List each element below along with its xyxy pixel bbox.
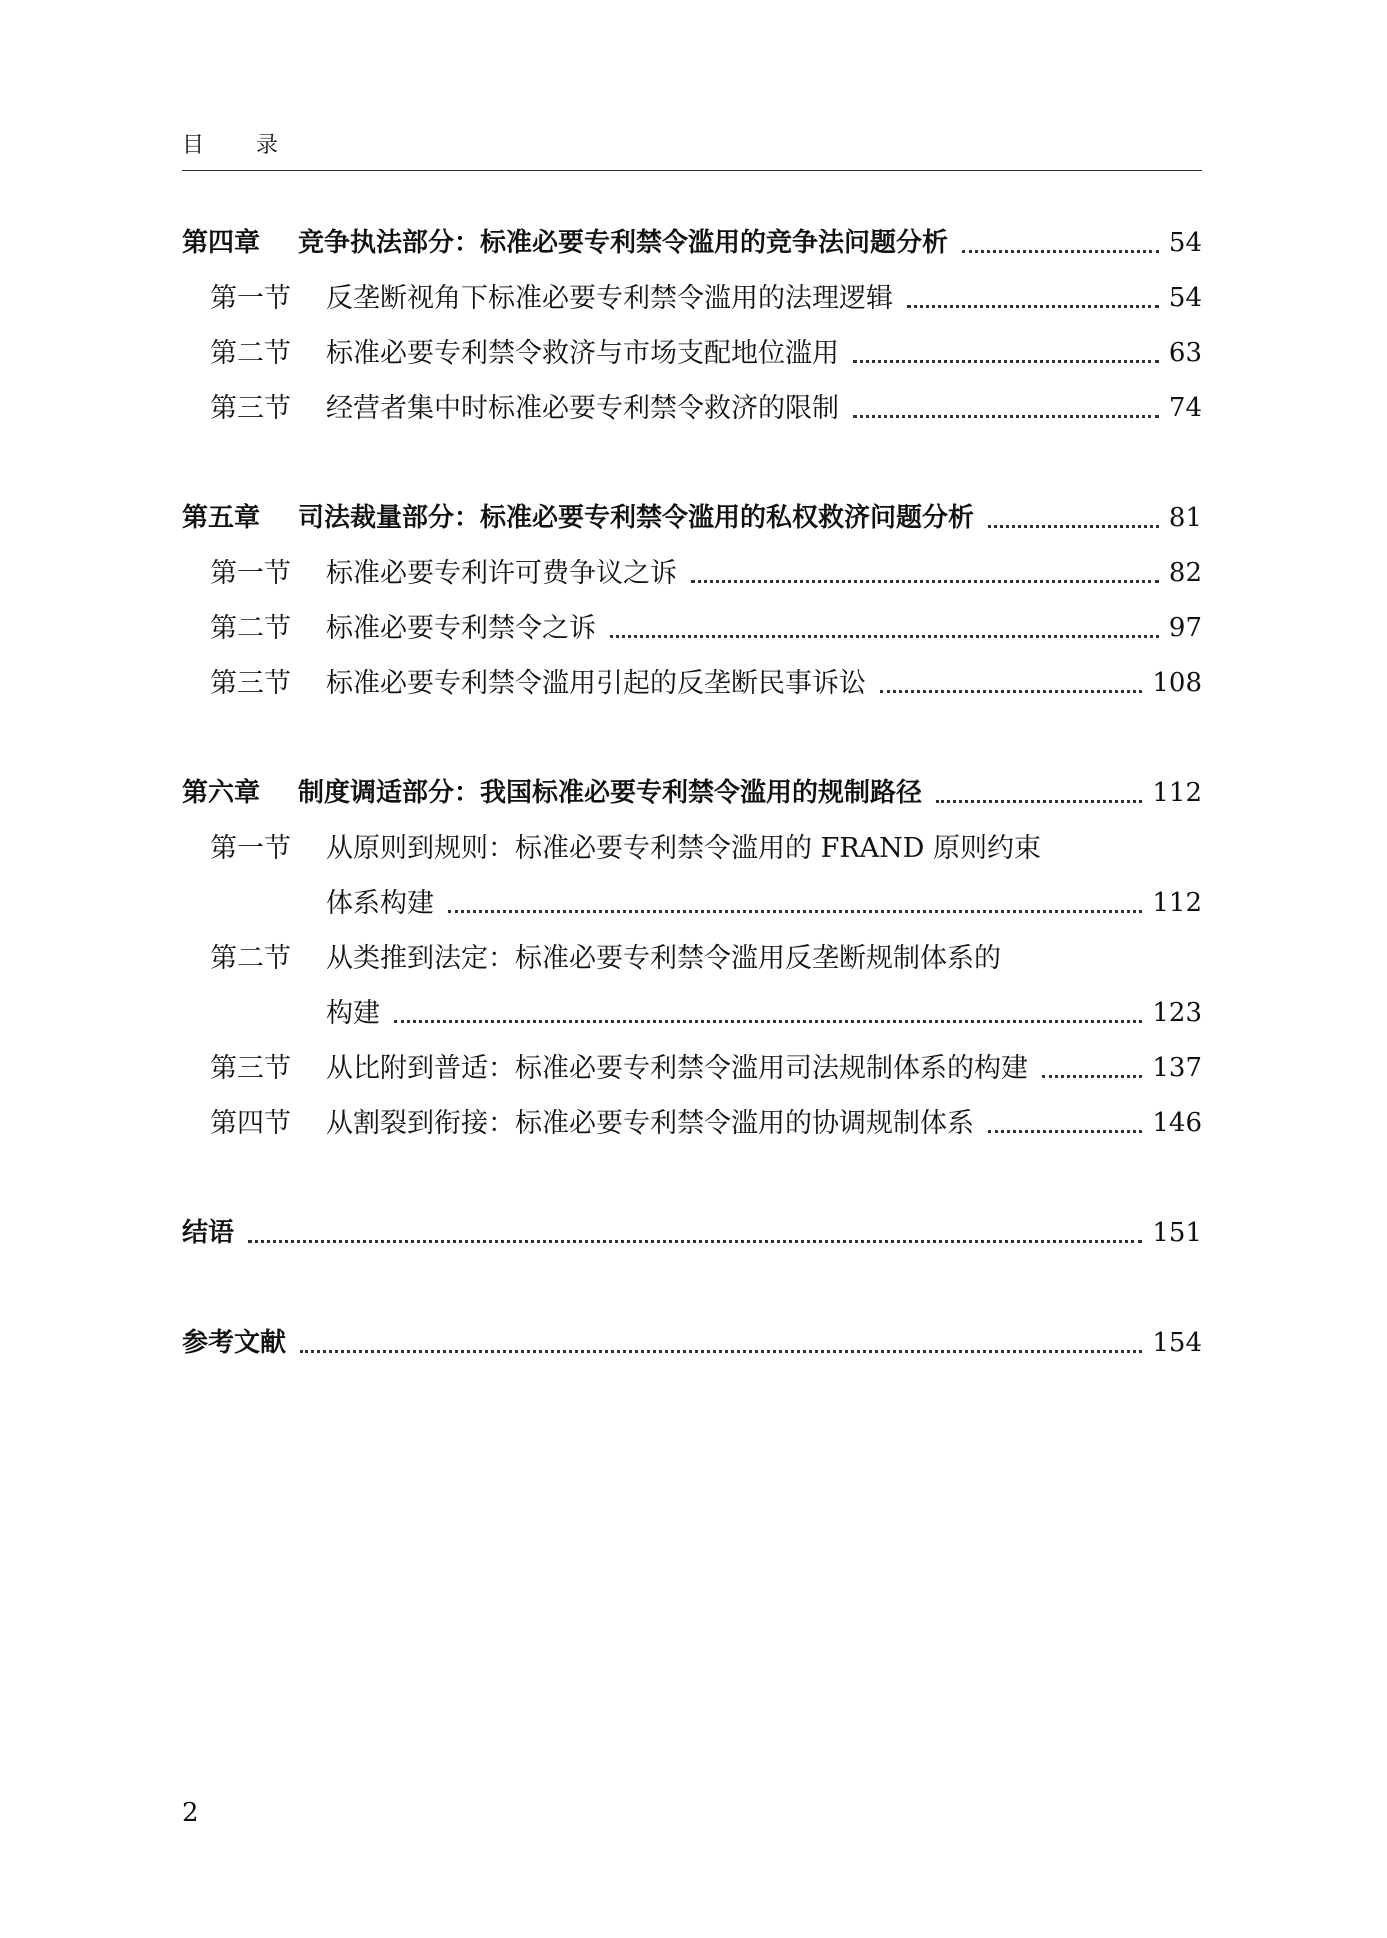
header-rule [182, 170, 1202, 171]
toc-section-entry[interactable] [182, 927, 1202, 982]
leader-dots [907, 305, 1159, 308]
toc-conclusion-entry[interactable] [182, 1202, 1202, 1257]
section-title-continued: 构建 [326, 997, 380, 1029]
leader-dots [962, 250, 1159, 253]
leader-dots [988, 525, 1159, 528]
leader-dots [880, 690, 1142, 693]
leader-dots [853, 360, 1159, 363]
page-ref: 63 [1168, 338, 1202, 369]
page-ref: 108 [1152, 668, 1202, 699]
toc-section-entry[interactable] [182, 267, 1202, 322]
page-ref: 123 [1152, 998, 1202, 1029]
toc-section-entry[interactable] [182, 1037, 1202, 1092]
toc-chapter-entry[interactable] [182, 487, 1202, 542]
section-title: 经营者集中时标准必要专利禁令救济的限制 [326, 392, 839, 424]
page-ref: 146 [1152, 1108, 1202, 1139]
leader-dots [988, 1130, 1142, 1133]
section-label: 第一节 [210, 282, 291, 314]
page-ref: 74 [1168, 393, 1202, 424]
chapter-title: 司法裁量部分：标准必要专利禁令滥用的私权救济问题分析 [298, 503, 975, 534]
page-ref: 112 [1152, 778, 1202, 809]
page-ref: 151 [1152, 1218, 1202, 1249]
section-title: 标准必要专利禁令滥用引起的反垄断民事诉讼 [326, 667, 866, 699]
page-ref: 97 [1168, 613, 1202, 644]
toc-section-continuation[interactable] [182, 872, 1202, 927]
toc-section-entry[interactable] [182, 652, 1202, 707]
leader-dots [936, 800, 1142, 803]
toc-section-entry[interactable] [182, 597, 1202, 652]
toc-section-entry[interactable] [182, 542, 1202, 597]
section-label: 第一节 [210, 832, 291, 864]
toc-chapter-entry[interactable] [182, 212, 1202, 267]
section-label: 第二节 [210, 612, 291, 644]
references-group [182, 1312, 1202, 1367]
page-ref: 54 [1168, 228, 1202, 259]
chapter-label: 第四章 [182, 228, 261, 259]
toc-section-entry[interactable] [182, 1092, 1202, 1147]
chapter-group [182, 212, 1202, 432]
section-label: 第三节 [210, 392, 291, 424]
toc-section-entry[interactable] [182, 377, 1202, 432]
page-ref: 82 [1168, 558, 1202, 589]
chapter-label: 第五章 [182, 503, 261, 534]
toc-section-entry[interactable] [182, 322, 1202, 377]
section-label: 第四节 [210, 1107, 291, 1139]
section-title: 从割裂到衔接：标准必要专利禁令滥用的协调规制体系 [326, 1107, 974, 1139]
running-head [182, 128, 1202, 159]
section-label: 第一节 [210, 557, 291, 589]
page-ref: 54 [1168, 283, 1202, 314]
conclusion-group [182, 1202, 1202, 1257]
chapter-group [182, 762, 1202, 1147]
page-number: 2 [182, 1798, 199, 1828]
section-title-continued: 体系构建 [326, 887, 434, 919]
toc-chapter-entry[interactable] [182, 762, 1202, 817]
conclusion-title: 结语 [182, 1218, 235, 1249]
leader-dots [1042, 1075, 1142, 1078]
section-label: 第二节 [210, 337, 291, 369]
running-head-char: 目 [182, 133, 205, 158]
toc-section-continuation[interactable] [182, 982, 1202, 1037]
chapter-title: 制度调适部分：我国标准必要专利禁令滥用的规制路径 [298, 778, 923, 809]
section-label: 第三节 [210, 667, 291, 699]
toc-section-entry[interactable] [182, 817, 1202, 872]
section-label: 第二节 [210, 942, 291, 974]
section-label: 第三节 [210, 1052, 291, 1084]
page-ref: 137 [1152, 1053, 1202, 1084]
table-of-contents [182, 212, 1202, 1422]
leader-dots [394, 1020, 1142, 1023]
leader-dots [610, 635, 1159, 638]
leader-dots [691, 580, 1159, 583]
leader-dots [448, 910, 1142, 913]
page-ref: 81 [1168, 503, 1202, 534]
leader-dots [300, 1350, 1142, 1353]
references-title: 参考文献 [182, 1328, 287, 1359]
leader-dots [853, 415, 1159, 418]
section-title: 从类推到法定：标准必要专利禁令滥用反垄断规制体系的 [326, 942, 1001, 974]
leader-dots [248, 1240, 1142, 1243]
chapter-label: 第六章 [182, 778, 261, 809]
toc-references-entry[interactable] [182, 1312, 1202, 1367]
chapter-group [182, 487, 1202, 707]
page-ref: 154 [1152, 1328, 1202, 1359]
chapter-title: 竞争执法部分：标准必要专利禁令滥用的竞争法问题分析 [298, 228, 949, 259]
section-title: 从原则到规则：标准必要专利禁令滥用的 FRAND 原则约束 [326, 832, 1041, 864]
section-title: 标准必要专利禁令救济与市场支配地位滥用 [326, 337, 839, 369]
section-title: 反垄断视角下标准必要专利禁令滥用的法理逻辑 [326, 282, 893, 314]
section-title: 标准必要专利禁令之诉 [326, 612, 596, 644]
section-title: 标准必要专利许可费争议之诉 [326, 557, 677, 589]
page-ref: 112 [1152, 888, 1202, 919]
running-head-char: 录 [256, 133, 279, 158]
section-title: 从比附到普适：标准必要专利禁令滥用司法规制体系的构建 [326, 1052, 1028, 1084]
